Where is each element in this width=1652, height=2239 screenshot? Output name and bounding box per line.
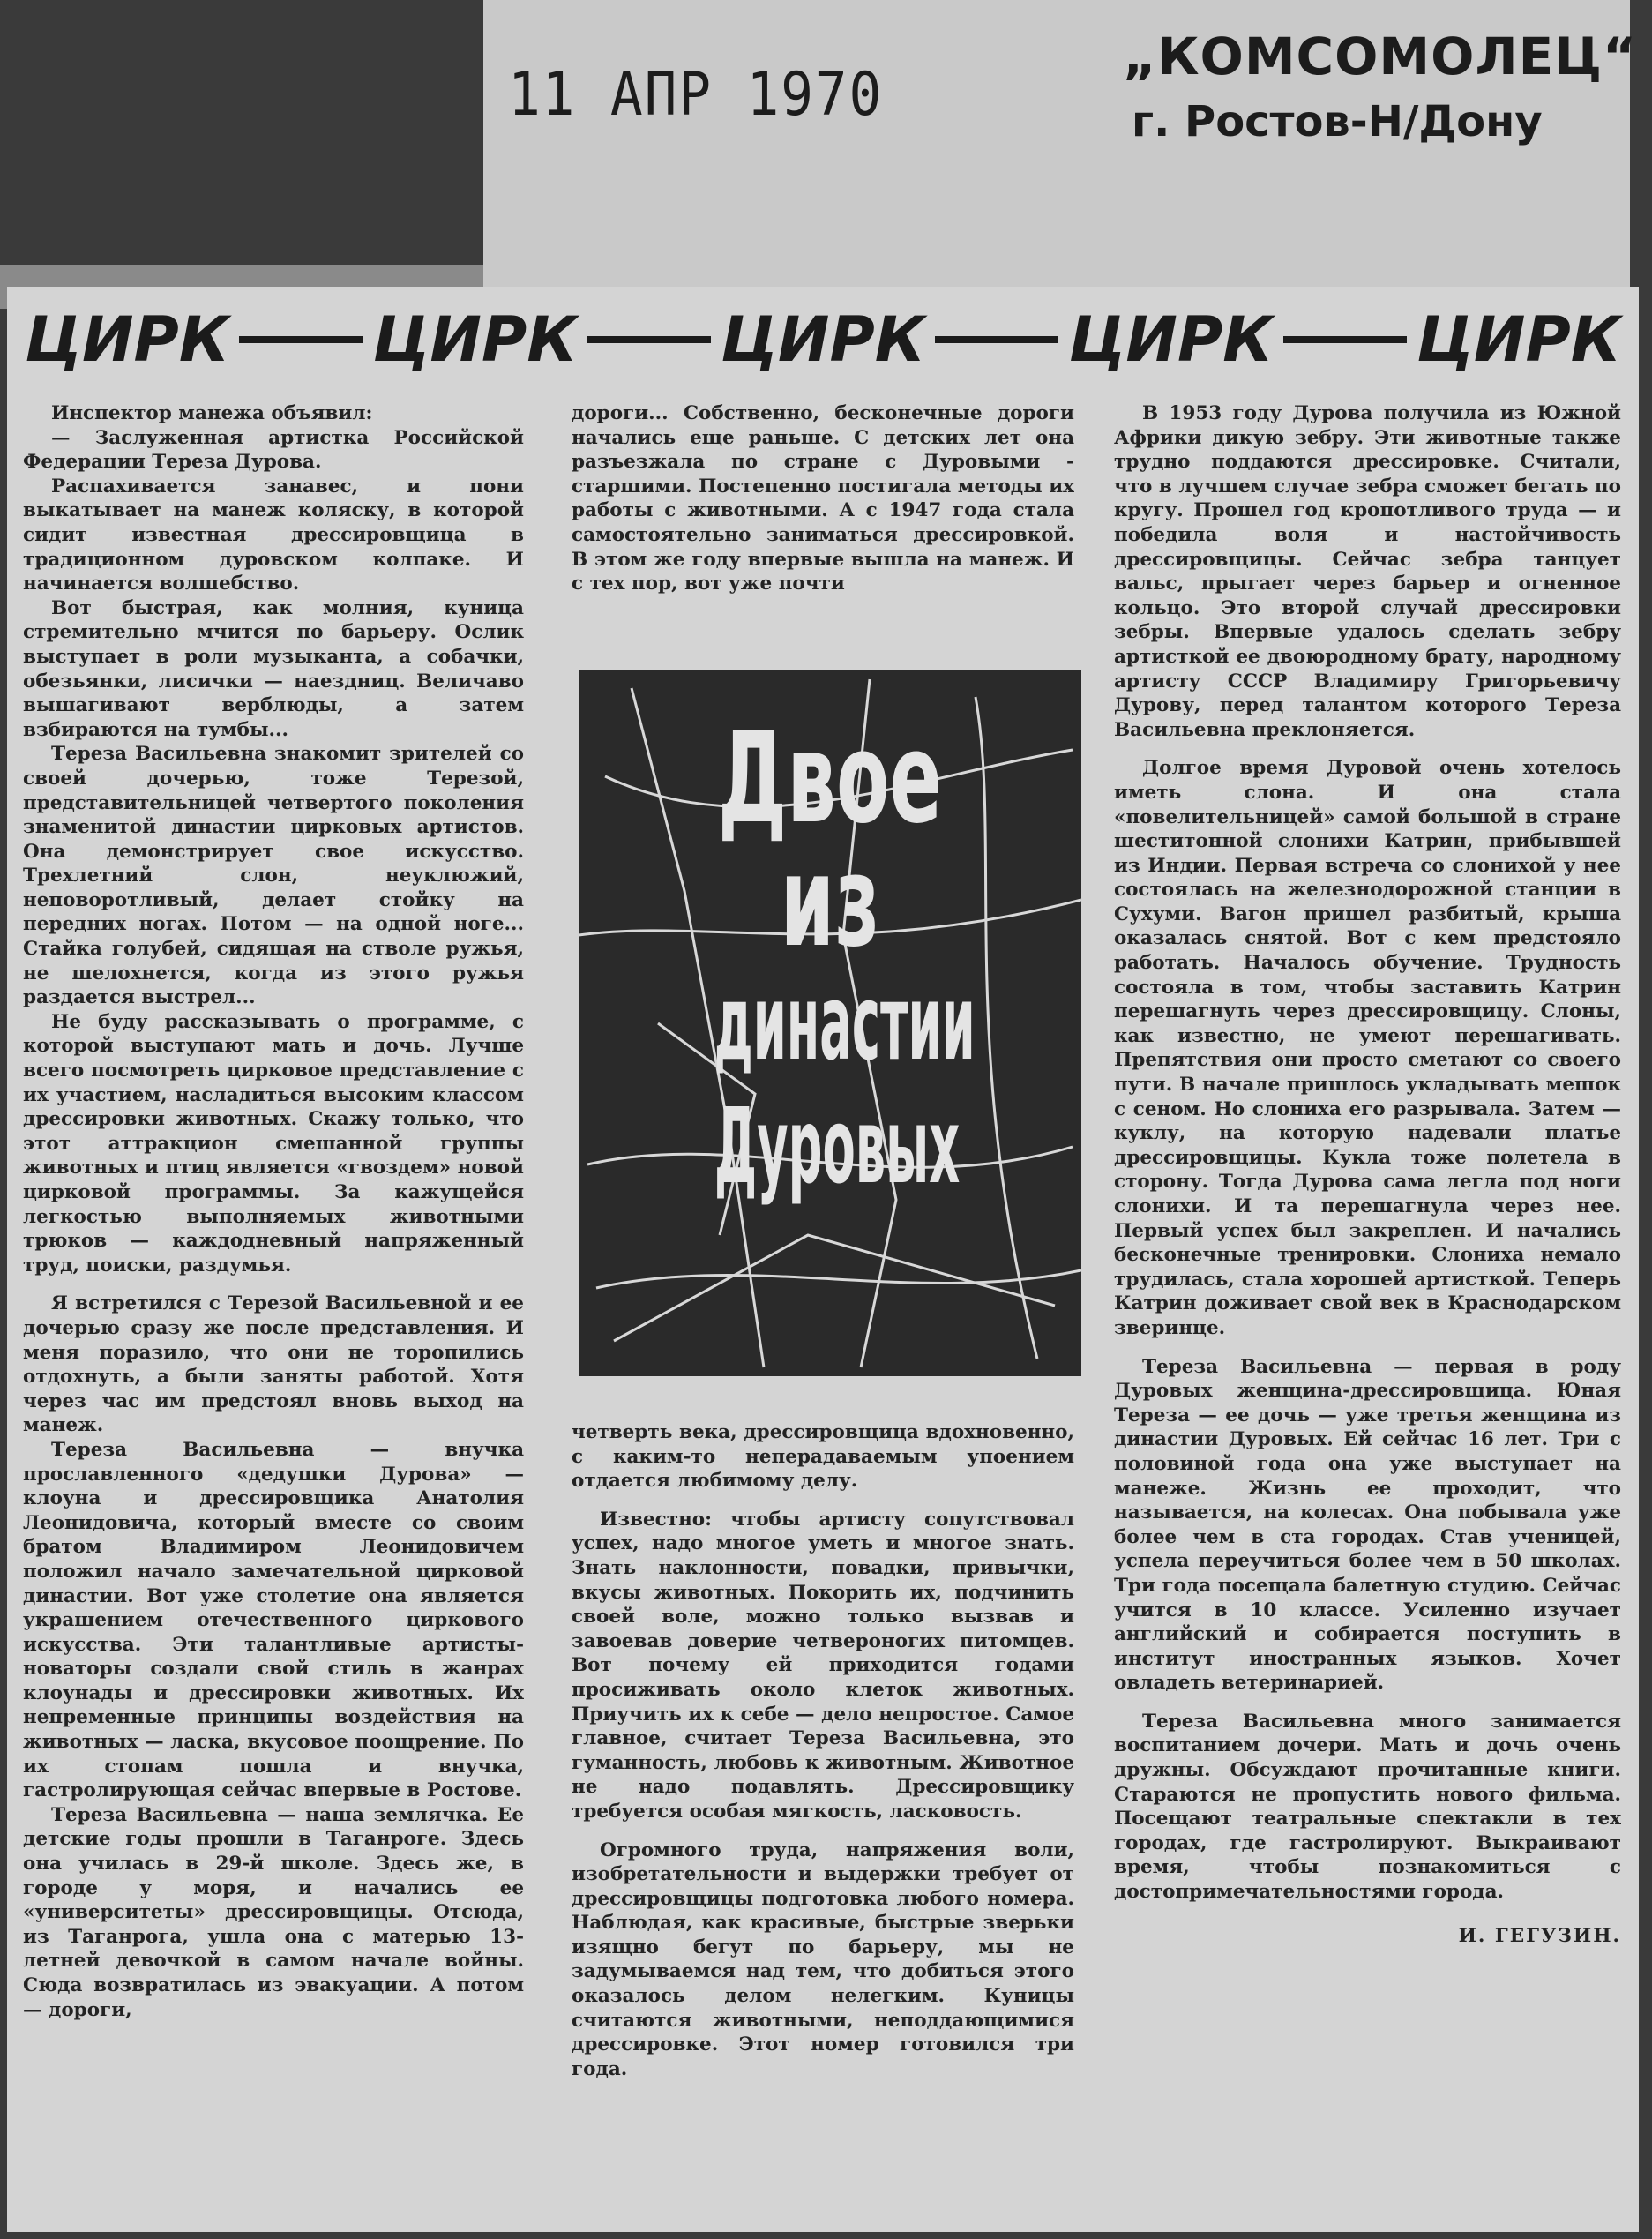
rubric-dash bbox=[1283, 336, 1407, 343]
paragraph: В 1953 году Дурова получила из Южной Африки дикую зебру. Эти животные также трудно поддаются дрессировке. Считали, что в лучшем случае зебра сможет бегать по кругу. Прошел год кропотливого труда — и победила воля и настойчивость дрессировщицы. Сейчас зебра танцует вальс, прыгает через барьер и огненное кольцо. Это второй случай дрессировки зебры. Впервые удалось сделать зебру артисткой ее двоюродному брату, народному артисту СССР Владимиру Григорьевичу Дурову, перед талантом которого Тереза Васильевна преклоняется. bbox=[1114, 402, 1621, 741]
rubric-word: ЦИРК bbox=[720, 303, 926, 376]
rubric-word: ЦИРК bbox=[25, 303, 230, 376]
paragraph: Огромного труда, напряжения воли, изобретательности и выдержки требует от дрессировщицы подготовка любого номера. Наблюдая, как красивые, быстрые зверьки изящно бегут по барьеру, мы не задумываемся над тем, что добиться этого оказалось делом нелегким. Куницы считаются животными, неподдающимися дрессировке. Этот номер готовился три года. bbox=[572, 1838, 1074, 2080]
rubric-word: ЦИРК bbox=[372, 303, 578, 376]
article-column-2-bottom bbox=[572, 1420, 1074, 2214]
stamp-date: 11 АПР 1970 bbox=[508, 60, 884, 130]
article-column-3 bbox=[1114, 401, 1621, 2232]
article-title-graphic bbox=[579, 670, 1081, 1376]
rubric-word: ЦИРК bbox=[1068, 303, 1274, 376]
paragraph: четверть века, дрессировщица вдохновенно, с каким-то неперадаваемым упоением отдается любимому делу. bbox=[572, 1421, 1074, 1493]
paragraph: Известно: чтобы артисту сопутствовал успех, надо многое уметь и многое знать. Знать наклонности, повадки, привычки, вкусы животных. Покорить их, подчинить своей воле, можно только вызвав и завоевав доверие четвероногих питомцев. Вот почему ей приходится годами просиживать около клеток животных. Приучить их к себе — дело непростое. Самое главное, считает Тереза Васильевна, это гуманность, любовь к животным. Животное не надо подавлять. Дрессировщику требуется особая мягкость, ласковость. bbox=[572, 1508, 1074, 1823]
newspaper-clipping bbox=[7, 287, 1639, 2232]
title-line: из bbox=[780, 829, 880, 975]
paragraph: Долгое время Дуровой очень хотелось иметь слона. И она стала «повелительницей» самой большой в стране шеститонной слонихи Катрин, прибывшей из Индии. Первая встреча со слонихой у нее состоялась на железнодорожной станции в Сухуми. Вагон пришел разбитый, крыша оказалась снятой. Вот с кем предстояло работать. Началось обучение. Трудность состояла в том, чтобы заставить Катрин перешагнуть через дрессировщицу. Слоны, как известно, не умеют перешагивать. Препятствия они просто сметают со своего пути. В начале пришлось укладывать мешок с сеном. Но слониха его разрывала. Затем — куклу, на которую надевали платье дрессировщицы. Кукла тоже полетела в сторону. Тогда Дурова сама легла под ноги слонихи. И та перешагнула через нее. Первый успех был закреплен. И начались бесконечные тренировки. Слониха немало трудилась, стала хорошей артисткой. Теперь Катрин доживает свой век в Краснодарском зверинце. bbox=[1114, 757, 1621, 1339]
title-line: династии bbox=[714, 962, 976, 1083]
paragraph: Тереза Васильевна много занимается воспитанием дочери. Мать и дочь очень дружны. Обсуждают прочитанные книги. Стараются не пропустить нового фильма. Посещают театральные спектакли в тех городах, где гастролируют. Выкраивают время, чтобы познакомиться с достопримечательностями города. bbox=[1114, 1710, 1621, 1904]
paragraph: Тереза Васильевна — наша землячка. Ее детские годы прошли в Таганроге. Здесь она училась в 29-й школе. Здесь же, в городе у моря, и начались ее «университеты» дрессировщицы. Отсюда, из Таганрога, ушла она с матерью 13-летней девочкой в самом начале войны. Сюда возвратилась из эвакуации. А потом — дороги, bbox=[23, 1803, 524, 2021]
paragraph: Инспектор манежа объявил: bbox=[51, 402, 373, 424]
paragraph: Не буду рассказывать о программе, с которой выступают мать и дочь. Лучше всего посмотреть цирковое представление с их участием, насладиться высоким классом дрессировки животных. Скажу только, что этот аттракцион смешанной группы животных и птиц является «гвоздем» новой цирковой программы. За кажущейся легкостью выполняемых животными трюков — каждодневный напряженный труд, поиски, раздумья. bbox=[23, 1010, 524, 1277]
stamp-city: г. Ростов-Н/Дону bbox=[1132, 97, 1543, 146]
rubric-header bbox=[25, 304, 1621, 375]
rubric-word: ЦИРК bbox=[1416, 303, 1621, 376]
title-line: Дуровых bbox=[714, 1085, 961, 1207]
paragraph: Я встретился с Терезой Васильевной и ее дочерью сразу же после представления. И меня поразило, что они не торопились отдохнуть, а были заняты работой. Хотя через час им предстоял вновь выход на манеж. bbox=[23, 1292, 524, 1437]
stamp-newspaper-name: „КОМСОМОЛЕЦ“ bbox=[1123, 26, 1638, 86]
archive-stamp-card bbox=[483, 0, 1638, 313]
paragraph: Тереза Васильевна знакомит зрителей со своей дочерью, тоже Терезой, представительницей четвертого поколения знаменитой династии цирковых артистов. Она демонстрирует свое искусство. Трехлетний слон, неуклюжий, неповоротливый, делает стойку на передних ногах. Потом — на одной ноге... Стайка голубей, сидящая на стволе ружья, не шелохнется, когда из этого ружья раздается выстрел... bbox=[23, 743, 524, 1009]
paragraph: Распахивается занавес, и пони выкатывает на манеж коляску, в которой сидит известная дрессировщица в традиционном дуровском колпаке. И начинается волшебство. bbox=[23, 475, 524, 595]
paragraph: Тереза Васильевна — внучка прославленного «дедушки Дурова» — клоуна и дрессировщика Анатолия Леонидовича, который вместе со своим братом Владимиром Леонидовичем положил начало замечательной цирковой династии. Вот уже столетие она является украшением отечественного циркового искусства. Эти талантливые артисты-новаторы создали свой стиль в жанрах клоунады и дрессировки животных. Их непременные принципы воздействия на животных — ласка, вкусовое поощрение. По их стопам пошла и внучка, гастролирующая сейчас впервые в Ростове. bbox=[23, 1438, 524, 1802]
article-column-1 bbox=[23, 401, 524, 2223]
article-column-2-top bbox=[572, 401, 1074, 633]
rubric-dash bbox=[587, 336, 711, 343]
title-line: Двое bbox=[717, 706, 943, 851]
paragraph: дороги... Собственно, бесконечные дороги начались еще раньше. С детских лет она разъезжала по стране с Дуровыми - старшими. Постепенно постигала методы их работы с животными. А с 1947 года стала самостоятельно заниматься дрессировкой. В этом же году впервые вышла на манеж. И с тех пор, вот уже почти bbox=[572, 402, 1074, 595]
paragraph: Тереза Васильевна — первая в роду Дуровых женщина-дрессировщица. Юная Тереза — ее дочь — уже третья женщина из династии Дуровых. Ей сейчас 16 лет. Три с половиной года она уже выступает на манеже. Жизнь ее проходит, что называется, на колесах. Она побывала уже более чем в ста городах. Став ученицей, успела переучиться более чем в 50 школах. Три года посещала балетную студию. Сейчас учится в 10 классе. Усиленно изучает английский и собирается поступить в институт иностранных языков. Хочет овладеть ветеринарией. bbox=[1114, 1355, 1621, 1695]
paragraph: — Заслуженная артистка Российской Федерации Тереза Дурова. bbox=[23, 426, 524, 474]
author-signature: И. ГЕГУЗИН. bbox=[1458, 1924, 1621, 1947]
paragraph: Вот быстрая, как молния, куница стремительно мчится по барьеру. Ослик выступает в роли музыканта, а собачки, обезьянки, лисички — наездниц. Величаво вышагивают верблюды, а затем взбираются на тумбы... bbox=[23, 596, 524, 741]
rubric-dash bbox=[239, 336, 363, 343]
rubric-dash bbox=[935, 336, 1058, 343]
